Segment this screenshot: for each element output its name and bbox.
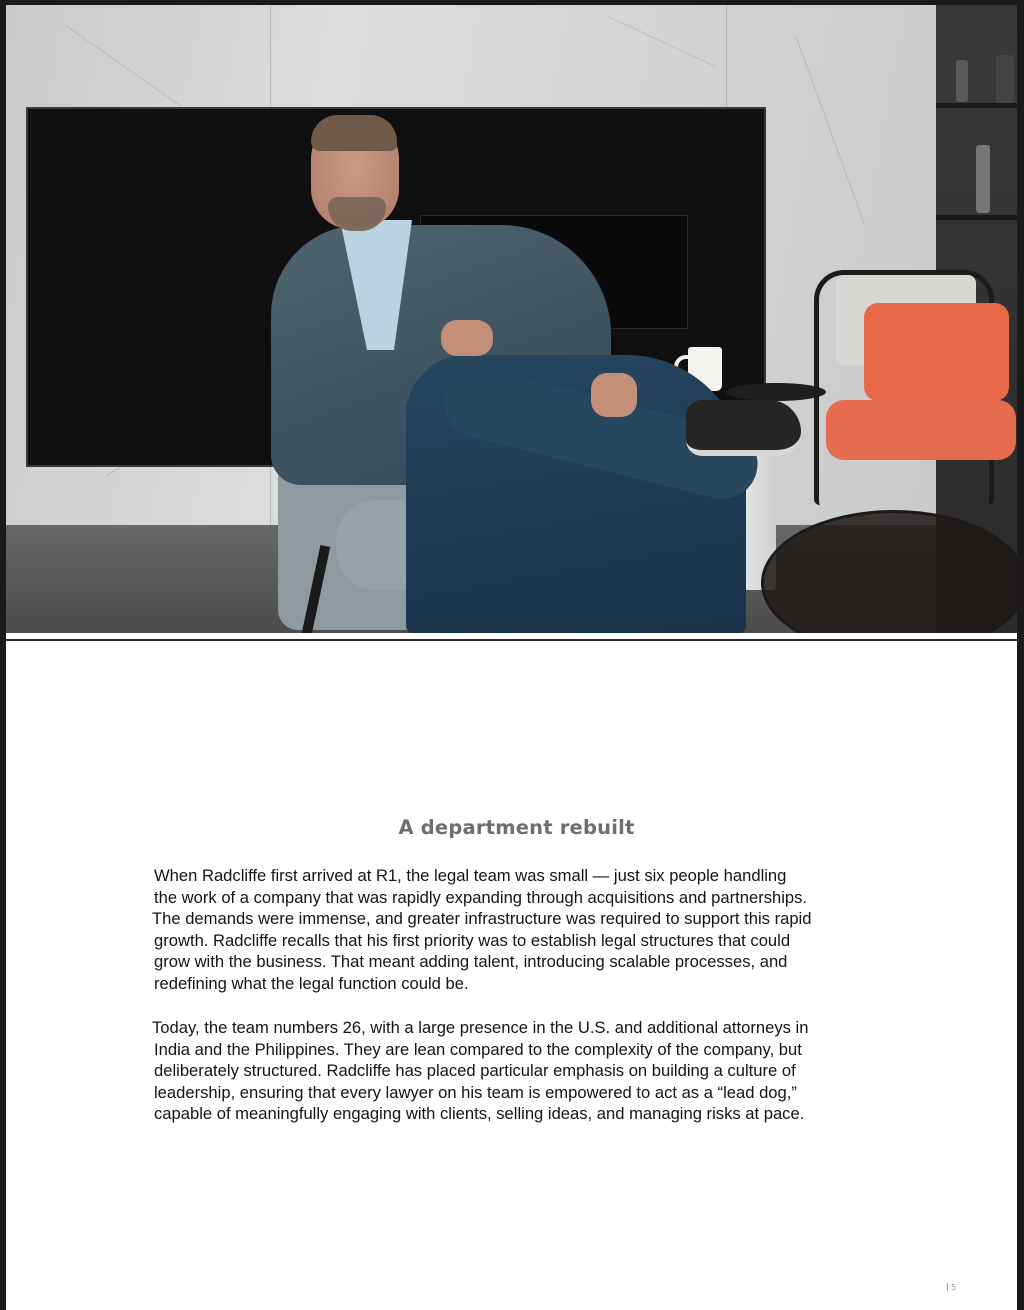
- text-line: The demands were immense, and greater infrastructure was required to support this rapid: [152, 909, 812, 928]
- shelf-object: [996, 55, 1014, 103]
- text-line: grow with the business. That meant adding talent, introducing scalable processes, and: [154, 952, 788, 971]
- page-number-value: 5: [951, 1283, 957, 1292]
- text-line: redefining what the legal function could be.: [154, 973, 469, 993]
- shoe: [686, 400, 801, 456]
- hero-photo: [6, 5, 1017, 633]
- paragraph-1: [154, 865, 874, 994]
- marble-vein: [65, 25, 180, 106]
- text-line: capable of meaningfully engaging with clients, selling ideas, and managing risks at pace.: [154, 1104, 805, 1123]
- subject-person: [256, 105, 816, 633]
- shelf-object: [976, 145, 990, 213]
- page-number-bar: [947, 1283, 948, 1291]
- shelf-board: [936, 215, 1017, 220]
- paragraph-2: [154, 1017, 874, 1125]
- document-page: [6, 5, 1017, 1310]
- hand: [441, 320, 493, 356]
- page-number: [947, 1283, 956, 1292]
- shelf-object: [956, 60, 968, 102]
- text-line: deliberately structured. Radcliffe has placed particular emphasis on building a culture of: [154, 1061, 796, 1080]
- accent-chair-seat: [826, 400, 1016, 460]
- shelf-board: [936, 103, 1017, 108]
- section-divider: [6, 639, 1017, 641]
- text-line: India and the Philippines. They are lean compared to the complexity of the company, but: [154, 1039, 802, 1059]
- text-line: leadership, ensuring that every lawyer on his team is empowered to act as a “lead dog,”: [154, 1082, 797, 1102]
- text-line: When Radcliffe first arrived at R1, the legal team was small — just six people handling: [154, 866, 787, 885]
- text-line: the work of a company that was rapidly expanding through acquisitions and partnerships.: [154, 887, 808, 907]
- section-heading: A department rebuilt: [398, 816, 635, 839]
- text-line: growth. Radcliffe recalls that his first priority was to establish legal structures that could: [154, 930, 791, 950]
- hand: [591, 373, 637, 417]
- orange-pillow: [864, 303, 1009, 401]
- marble-vein: [606, 15, 715, 67]
- text-line: Today, the team numbers 26, with a large presence in the U.S. and additional attorneys in: [152, 1018, 809, 1037]
- hair: [311, 115, 397, 151]
